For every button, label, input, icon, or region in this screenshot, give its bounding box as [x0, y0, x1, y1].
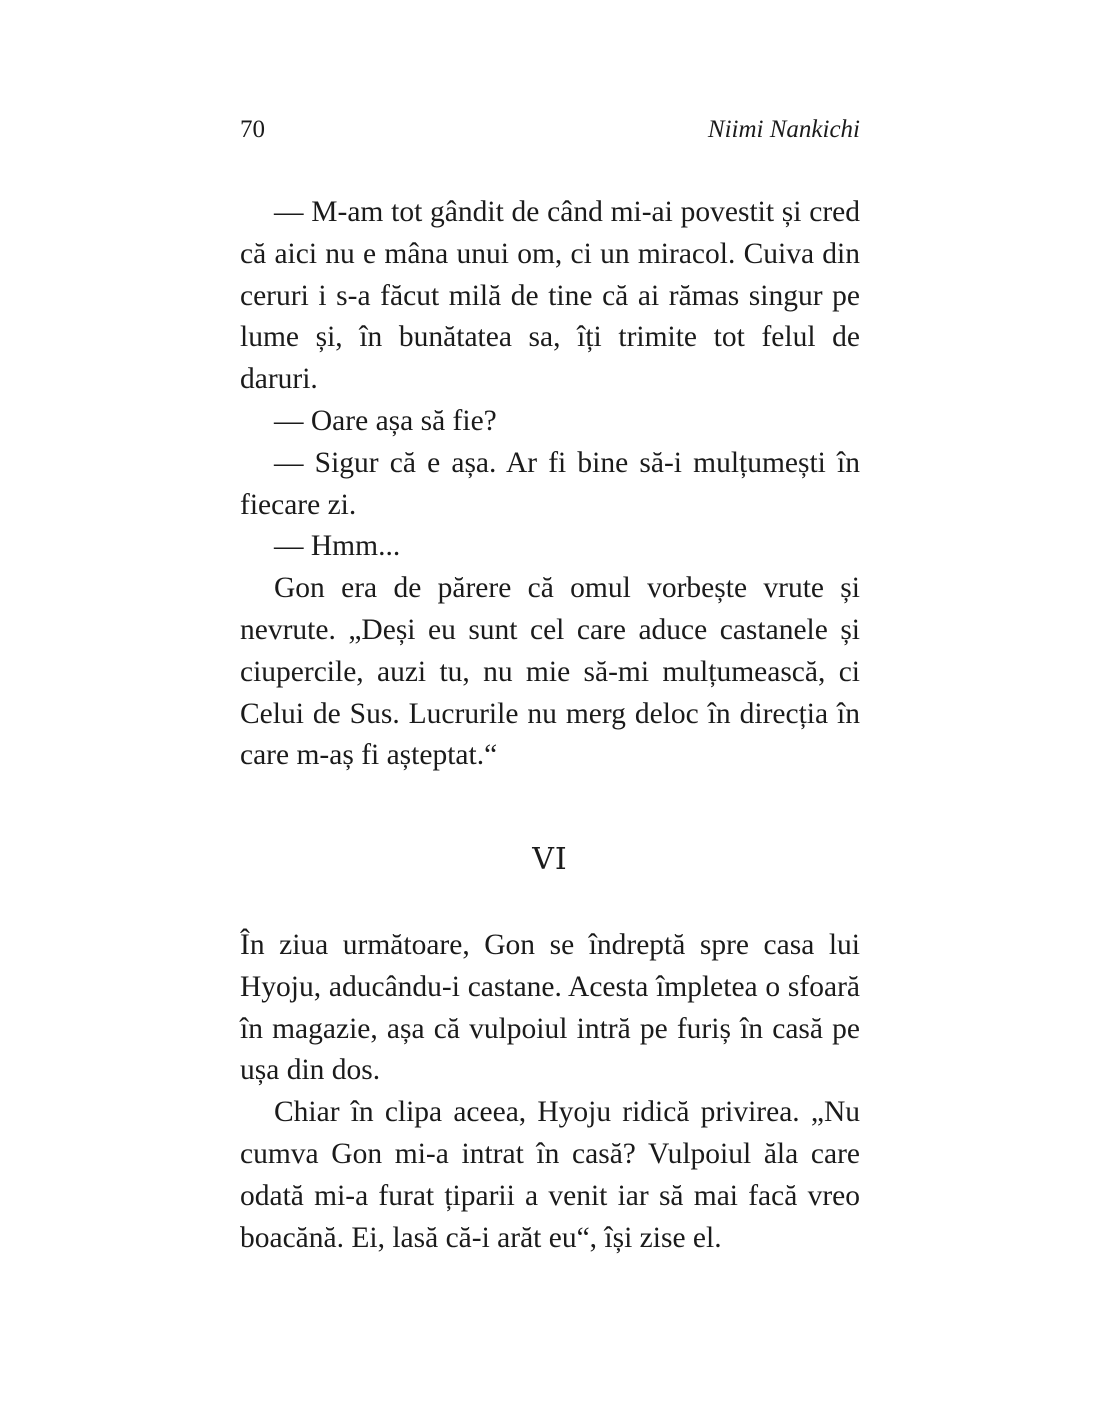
paragraph: — Hmm...	[274, 530, 401, 563]
running-title: Niimi Nankichi	[707, 116, 860, 143]
page-number: 70	[240, 116, 265, 143]
paragraph: — Sigur că e așa. Ar fi bine să-i mulțumești în fiecare zi.	[240, 446, 860, 521]
paragraph: Chiar în clipa aceea, Hyoju ridică privirea. „Nu cumva Gon mi-a intrat în casă? Vulpoiul ăla care odată mi-a furat țiparii a venit iar să mai facă vreo boacănă. Ei, lasă că-i arăt eu“, își zise el.	[240, 1096, 860, 1254]
paragraph: Gon era de părere că omul vorbește vrute și nevrute. „Deși eu sunt cel care aduce castanele și ciupercile, auzi tu, nu mie să-mi mulțumească, ci Celui de Sus. Lucrurile nu merg deloc în direcția în care m-aș fi așteptat.“	[240, 572, 860, 772]
text-section-2	[240, 925, 860, 1259]
text-section-1	[240, 192, 860, 777]
chapter-heading: VI	[532, 842, 568, 877]
page-header	[240, 116, 860, 156]
paragraph: — M-am tot gândit de când mi-ai povestit și cred că aici nu e mâna unui om, ci un miracol. Cuiva din ceruri i s-a făcut milă de tine că ai rămas singur pe lume și, în bunătatea sa, îți trimite tot felul de daruri.	[240, 196, 860, 396]
paragraph: În ziua următoare, Gon se îndreptă spre casa lui Hyoju, aducându-i castane. Acesta împletea o sfoară în magazie, așa că vulpoiul intră pe furiș în casă pe ușa din dos.	[240, 929, 860, 1087]
paragraph: — Oare așa să fie?	[274, 404, 497, 437]
